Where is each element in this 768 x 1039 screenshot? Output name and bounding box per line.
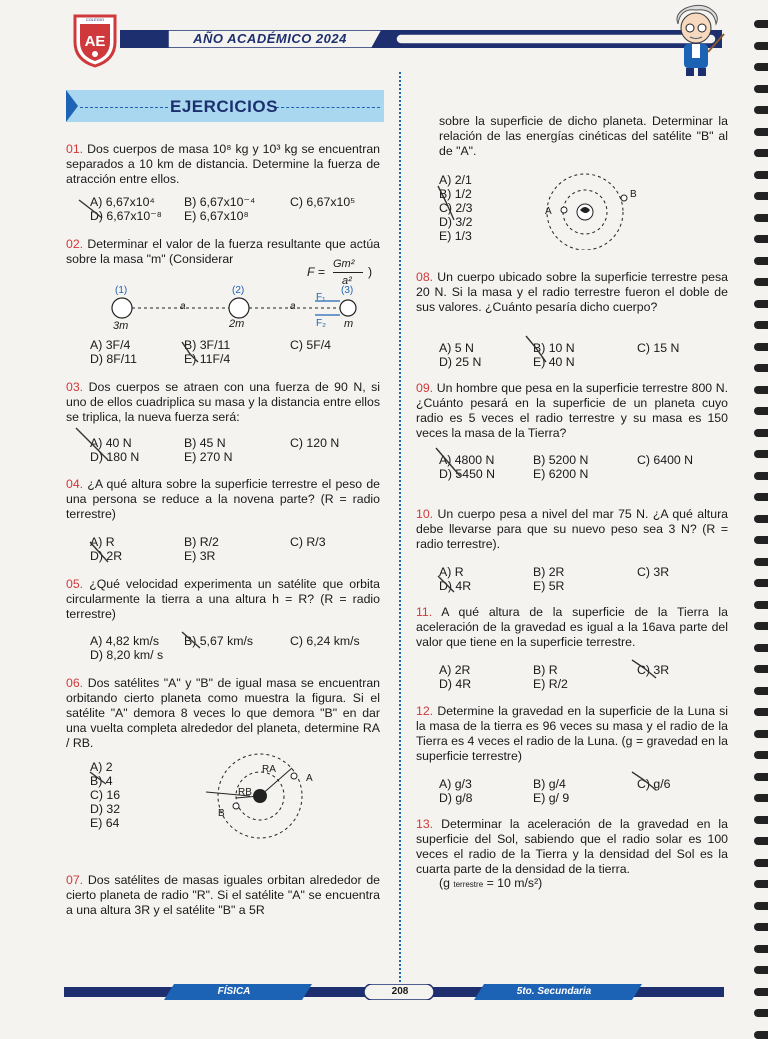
option-d: D) 3/2 (439, 215, 473, 229)
option-c: C) 16 (90, 788, 121, 802)
column-divider (399, 72, 401, 982)
question-5 (66, 577, 380, 622)
question-text: Un cuerpo ubicado sobre la superficie terrestre pesa 20 N. Si la masa y el radio terrestre fueron el doble de sus valores. ¿Cuánto pesaría dicho cuerpo? (416, 270, 728, 314)
option-d: D) 2R (90, 549, 123, 563)
question-8 (416, 270, 728, 315)
handwritten-label: (3) (341, 285, 354, 296)
option-c: C) 5F/4 (290, 338, 331, 352)
option-e: E) 6,67x10⁸ (184, 209, 249, 223)
question-number: 04. (66, 477, 84, 491)
diagram-label: B (218, 808, 225, 819)
question-text: Determine la gravedad en la superficie de la Luna si la masa de la tierra es 96 veces su masa y el radio de la Tierra es 4 veces el radio de la Luna. (g = gravedad en la superficie terrestre) (416, 704, 728, 763)
option-a: A) 4,82 km/s (90, 634, 160, 648)
handwritten-check-mark (88, 770, 108, 786)
diagram-label: A (545, 206, 552, 217)
option-c: C) R/3 (290, 535, 326, 549)
option-a: A) g/3 (439, 777, 472, 791)
option-d: D) 6,67x10⁻⁸ (90, 209, 162, 223)
question-number: 02. (66, 237, 84, 251)
option-b: B) R (533, 663, 558, 677)
option-a: A) R (439, 565, 464, 579)
question-6 (66, 676, 380, 751)
gravity-reference (439, 876, 542, 892)
handwritten-label: F₁ (316, 292, 326, 303)
option-d: D) 8F/11 (90, 352, 137, 366)
question-3 (66, 380, 380, 425)
handwritten-check-mark (88, 540, 110, 564)
question-text: Un cuerpo pesa a nivel del mar 75 N. ¿A qué altura debe llevarse para que su nuevo peso sea 3 N? (R = radio terrestre). (416, 507, 728, 551)
question-text: Dos satélites de masas iguales orbitan alrededor de cierto planeta de radio "R". Si el satélite "A" se encuentra a una altura 3R y el satélite "B" a 5R (66, 873, 380, 917)
question-number: 09. (416, 381, 434, 395)
option-e: E) g/ 9 (533, 791, 570, 805)
footer-subject: FÍSICA (217, 986, 251, 997)
option-c: C) 15 N (637, 341, 680, 355)
handwritten-check-mark (524, 334, 548, 364)
option-c: C) 6400 N (637, 453, 694, 467)
handwritten-check-mark (74, 426, 114, 464)
option-e: E) 270 N (184, 450, 233, 464)
scientist-mascot-illustration (666, 4, 730, 80)
question-text: Un hombre que pesa en la superficie terrestre 800 N. ¿Cuánto pesará en la superficie de un planeta cuyo radio es 5 veces el radio terrestre y su masa es 150 veces la masa de la Tierra? (416, 381, 728, 440)
option-b: B) 1/2 (439, 187, 472, 201)
option-a: A) R (90, 535, 115, 549)
question-text: ¿A qué altura sobre la superficie terrestre el peso de una persona se reduce a la novena parte? (R = radio terrestre) (66, 477, 381, 521)
footer-grade: 5to. Secundaria (516, 986, 592, 997)
option-b: B) 3F/11 (184, 338, 231, 352)
diagram-label: 3m (113, 320, 129, 332)
option-b: B) 45 N (184, 436, 226, 450)
question-text: Dos satélites "A" y "B" de igual masa se encuentran orbitando cierto planeta como muestra la figura. Si el satélite "A" demora 8 veces lo que demora "B" en dar una vuelta completa alrededor del planeta, determine RA / RB. (66, 676, 380, 750)
diagram-label: m (344, 318, 354, 330)
handwritten-label: F₂ (316, 318, 326, 329)
question-number: 05. (66, 577, 84, 591)
handwritten-check-mark (436, 574, 456, 594)
orbit-diagram-q6 (200, 750, 320, 840)
option-d: D) 32 (90, 802, 121, 816)
option-e: E) R/2 (533, 677, 568, 691)
option-c: C) 3R (637, 565, 670, 579)
handwritten-label: (2) (232, 285, 245, 296)
question-number: 11. (416, 605, 433, 619)
option-d: D) 25 N (439, 355, 482, 369)
option-c: C) 120 N (290, 436, 340, 450)
formula-lhs: F = (307, 265, 325, 279)
option-e: E) 40 N (533, 355, 575, 369)
logo-text: AE (84, 33, 106, 50)
question-9 (416, 381, 728, 441)
handwritten-check-mark (630, 658, 658, 680)
diagram-label: a (290, 301, 296, 312)
option-e: E) 11F/4 (184, 352, 231, 366)
banner-rule (80, 107, 168, 108)
handwritten-check-mark (180, 630, 202, 650)
option-a: A) 4800 N (439, 453, 495, 467)
question-text: Determinar la aceleración de la gravedad en la superficie del Sol, sabiendo que el radio solar es 100 veces el radio de la Tierra y la densidad del Sol es la cuarta parte de la densidad de la tierra. (416, 817, 728, 876)
spiral-binding (750, 20, 768, 1010)
option-a: A) 40 N (90, 436, 132, 450)
diagram-label: B (630, 189, 637, 200)
option-b: B) 5200 N (533, 453, 589, 467)
option-e: E) 1/3 (439, 229, 472, 243)
banner-rule (276, 107, 380, 108)
handwritten-label: (1) (115, 285, 128, 296)
question-number: 08. (416, 270, 434, 284)
option-d: D) 4R (439, 677, 472, 691)
gravity-subscript: terrestre (453, 880, 484, 889)
diagram-label: 2m (229, 318, 245, 330)
option-c: C) 6,67x10⁵ (290, 195, 356, 209)
diagram-label: RB (238, 787, 252, 798)
option-a: A) 5 N (439, 341, 474, 355)
question-text: A qué altura de la superficie de la Tierra la aceleración de la gravedad es igual a la 16ava parte del valor que tiene en la superficie terrestre. (416, 605, 728, 649)
option-e: E) 5R (533, 579, 565, 593)
option-b: B) 2R (533, 565, 565, 579)
page-number: 208 (391, 986, 409, 997)
question-text: Dos cuerpos se atraen con una fuerza de 90 N, si uno de ellos cuadriplica su masa y la distancia entre ellos se triplica, la nueva fuerza será: (66, 380, 380, 424)
question-text: Determinar el valor de la fuerza resultante que actúa sobre la masa "m" (Considerar (66, 237, 380, 266)
question-number: 03. (66, 380, 84, 394)
question-1 (66, 142, 380, 187)
formula-close: ) (368, 265, 373, 279)
formula-numerator: Gm² (333, 258, 355, 270)
question-number: 06. (66, 676, 84, 690)
formula-denominator: a² (342, 275, 352, 287)
diagram-label: RA (262, 764, 276, 775)
option-b: B) g/4 (533, 777, 566, 791)
option-d: D) 4R (439, 579, 472, 593)
question-10 (416, 507, 728, 552)
question-text: Dos cuerpos de masa 10⁸ kg y 10³ kg se encuentran separados a 10 km de distancia. Determine la fuerza de atracción entre ellos. (66, 142, 381, 186)
option-c: C) 2/3 (439, 201, 473, 215)
option-d: D) g/8 (439, 791, 473, 805)
option-a: A) 3F/4 (90, 338, 131, 352)
option-b: B) 4 (90, 774, 113, 788)
question-4 (66, 477, 380, 522)
question-7-continued: sobre la superficie de dicho planeta. Determinar la relación de las energías cinéticas del satélite "B" al de "A". (439, 114, 728, 158)
gravity-value: = 10 m/s²) (486, 876, 543, 890)
option-e: E) 64 (90, 816, 120, 830)
handwritten-check-mark (436, 184, 458, 224)
question-number: 07. (66, 873, 84, 887)
diagram-label: a (180, 301, 186, 312)
option-a: A) 2/1 (439, 173, 472, 187)
option-d: D) 5450 N (439, 467, 496, 481)
fraction-bar (333, 272, 363, 273)
question-number: 01. (66, 142, 84, 156)
option-a: A) 2R (439, 663, 471, 677)
option-c: C) 3R (637, 663, 670, 677)
gravity-symbol: (g (439, 876, 450, 890)
handwritten-check-mark (434, 446, 462, 478)
school-logo (70, 12, 120, 68)
option-c: C) g/6 (637, 777, 671, 791)
option-a: A) 2 (90, 760, 113, 774)
diagram-label: A (306, 773, 313, 784)
banner-arrow-icon (66, 90, 78, 122)
section-title: EJERCICIOS (170, 97, 278, 116)
option-d: D) 8,20 km/ s (90, 648, 164, 662)
question-number: 10. (416, 507, 434, 521)
option-c: C) 6,24 km/s (290, 634, 360, 648)
question-number: 12. (416, 704, 434, 718)
question-12 (416, 704, 728, 764)
option-a: A) 6,67x10⁴ (90, 195, 155, 209)
question-7 (66, 873, 380, 918)
question-11 (416, 605, 728, 650)
handwritten-check-mark (180, 340, 200, 364)
question-number: 13. (416, 817, 434, 831)
option-b: B) 6,67x10⁻⁴ (184, 195, 256, 209)
question-text: ¿Qué velocidad experimenta un satélite que orbita circularmente la tierra a una altura h = R? (R = radio terrestre) (66, 577, 381, 621)
option-d: D) 180 N (90, 450, 140, 464)
handwritten-check-mark (630, 770, 658, 792)
page-title: AÑO ACADÉMICO 2024 (193, 31, 347, 46)
option-e: E) 3R (184, 549, 216, 563)
option-e: E) 6200 N (533, 467, 589, 481)
question-13 (416, 817, 728, 877)
option-b: B) 5,67 km/s (184, 634, 254, 648)
option-b: B) 10 N (533, 341, 575, 355)
option-b: B) R/2 (184, 535, 219, 549)
logo-caption: COLEGIO (85, 17, 105, 22)
handwritten-check-mark (78, 198, 104, 220)
